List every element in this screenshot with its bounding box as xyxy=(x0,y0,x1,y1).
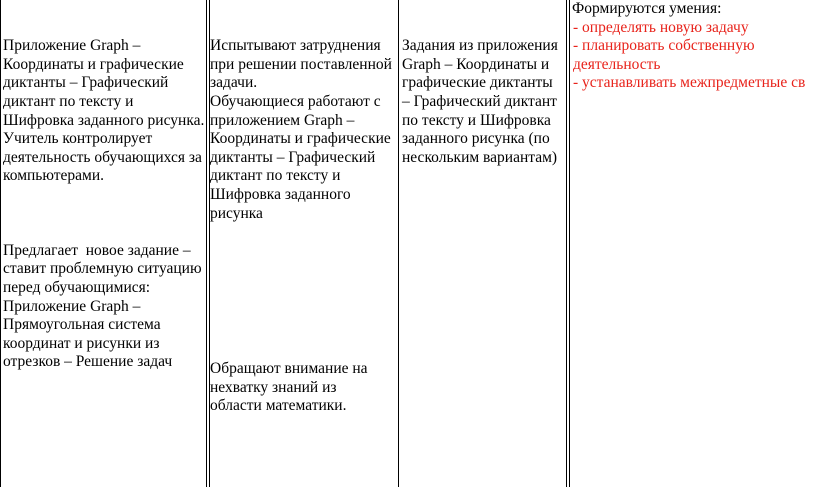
column-divider-3 xyxy=(566,0,570,487)
skill-item-intersubject: - устанавливать межпредметные св xyxy=(573,74,806,92)
skill-item-define-task: - определять новую задачу xyxy=(573,18,749,36)
tasks-text: Задания из приложения Graph – Координаты и графические диктанты – Графический диктант по тексту и Шифровка заданного рисунка (по нескольким вариантам) xyxy=(402,37,558,166)
table-border-left xyxy=(0,0,1,487)
skills-heading: Формируются умения: xyxy=(572,0,722,17)
student-activity-text: Испытывают затруднения при решении поставленной задачи. Обучающиеся работают с приложением Graph – Координаты и графические диктанты – Графический диктант по тексту и Шифровка заданного рисунка xyxy=(210,37,392,222)
column-divider-2 xyxy=(398,0,399,487)
new-task-text: Предлагает новое задание – ставит проблемную ситуацию перед обучающимися: Приложение Graph – Прямоугольная система координат и рисунки из отрезков – Решение задач xyxy=(3,241,202,371)
teacher-activity-text: Приложение Graph – Координаты и графические диктанты – Графический диктант по тексту и Шифровка заданного рисунка. Учитель контролирует деятельность обучающихся за компьютерами. xyxy=(3,37,205,185)
skills-cell xyxy=(573,0,816,93)
teacher-activity-cell xyxy=(3,0,208,409)
student-activity-cell xyxy=(210,0,395,260)
skill-item-plan-activity: - планировать собственную xyxy=(573,37,755,55)
knowledge-gap-text: Обращают внимание на нехватку знаний из области математики. xyxy=(210,360,368,415)
tasks-cell xyxy=(402,0,564,205)
skill-item-plan-activity-cont: деятельность xyxy=(573,55,661,73)
